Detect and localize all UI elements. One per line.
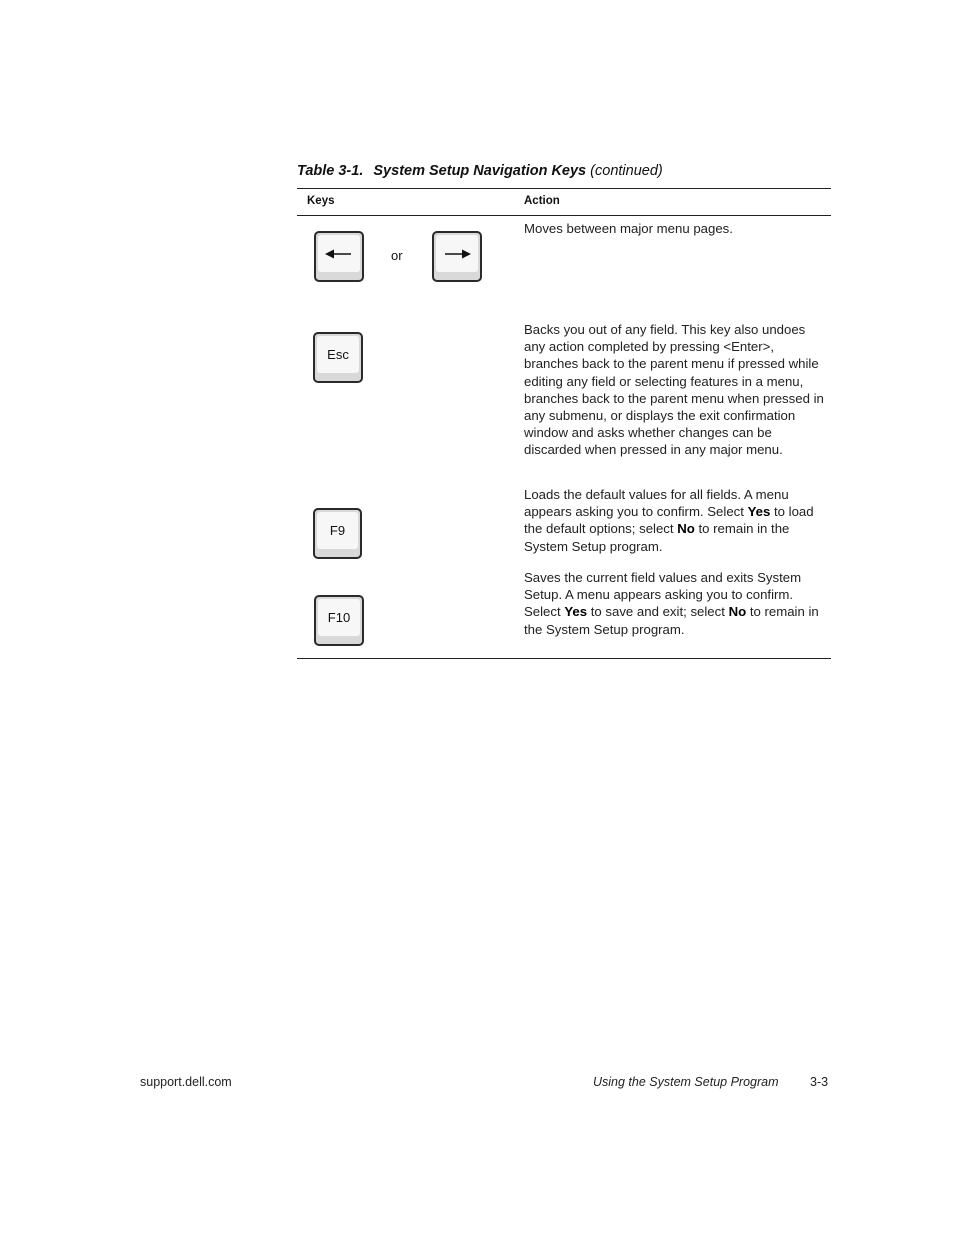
left-arrow-key-icon: [314, 231, 364, 282]
esc-key-label: Esc: [327, 347, 349, 362]
f10-key-label: F10: [327, 610, 351, 625]
action-f9-key: Loads the default values for all fields. A menu appears asking you to confirm. Select Yes to load the default options; select No to remain in the System Setup program.: [524, 487, 814, 554]
key-separator: or: [391, 248, 403, 263]
footer-url: support.dell.com: [140, 1075, 232, 1089]
page-number: 3-3: [810, 1075, 829, 1089]
action-esc-key: Backs you out of any field. This key also undoes any action completed by pressing <Enter>, branches back to the parent menu if pressed while editing any field or selecting features in a menu, branches back to the parent menu when pressed in any submenu, or displays the exit confirmation window and asks whether changes can be discarded when pressed in any major menu.: [524, 322, 824, 458]
right-arrow-key-icon: [432, 231, 482, 282]
action-arrow-keys: Moves between major menu pages.: [524, 221, 733, 236]
table-continued-note: (continued): [590, 163, 663, 179]
table-bottom-rule: [297, 658, 831, 659]
f10-key-icon: [314, 595, 364, 646]
table-title: System Setup Navigation Keys: [373, 163, 587, 179]
esc-key-icon: [313, 332, 363, 383]
f9-key-label: F9: [329, 523, 346, 538]
column-header-keys: Keys: [307, 195, 335, 207]
action-f10-key: Saves the current field values and exits System Setup. A menu appears asking you to confirm. Select Yes to save and exit; select No to remain in the System Setup program.: [524, 570, 819, 637]
column-header-action: Action: [524, 195, 560, 207]
table-number: Table 3-1.: [297, 163, 364, 179]
table-top-rule: [297, 188, 831, 189]
right-arrow-icon: [443, 248, 471, 260]
table-header-rule: [297, 215, 831, 216]
f9-key-icon: [313, 508, 362, 559]
left-arrow-icon: [325, 248, 353, 260]
table-caption: [297, 163, 663, 179]
footer-section-title: Using the System Setup Program: [593, 1075, 779, 1089]
